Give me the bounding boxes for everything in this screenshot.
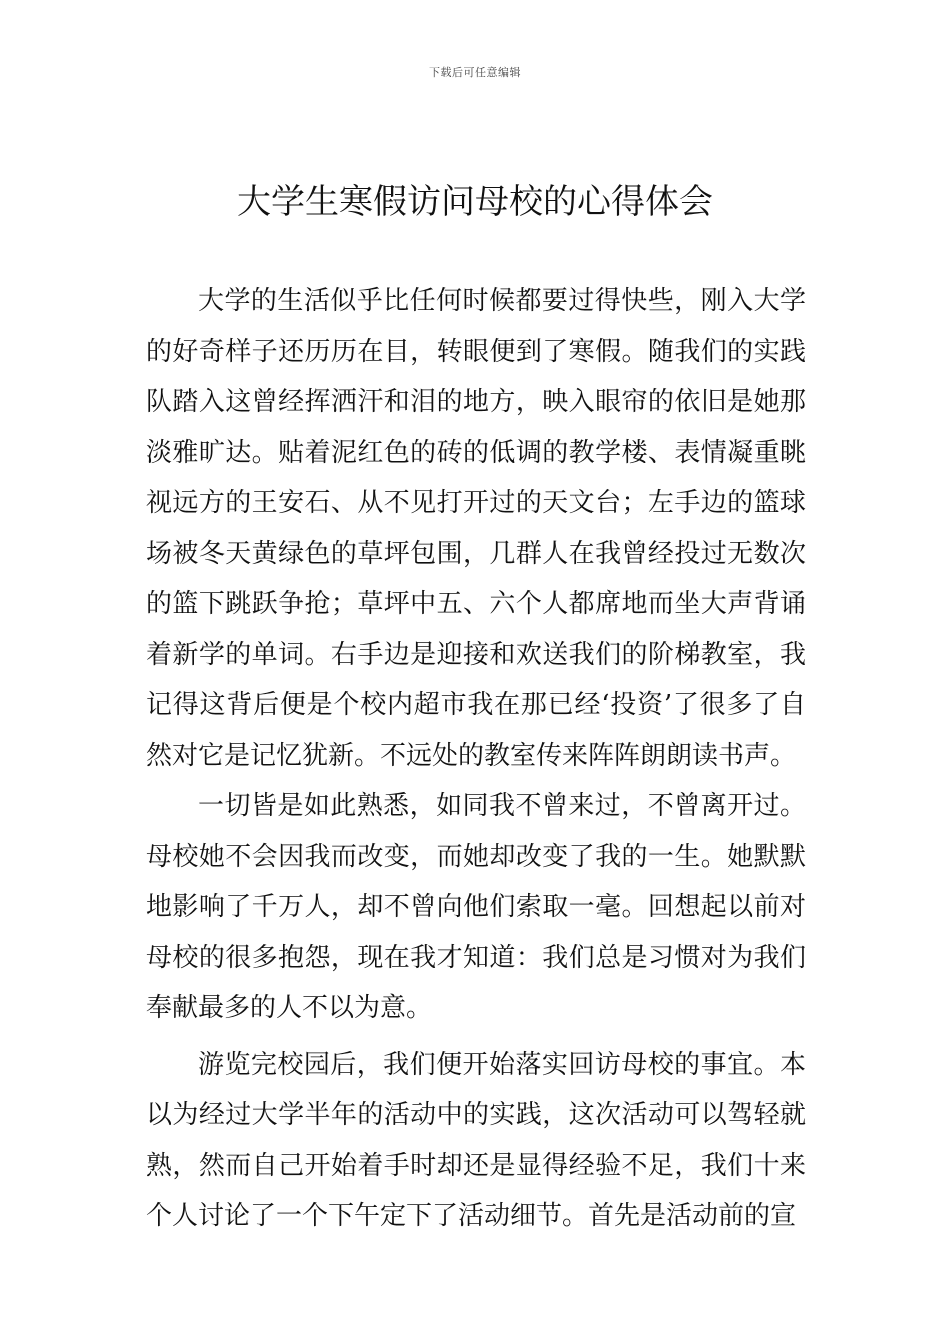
paragraph: 一切皆是如此熟悉，如同我不曾来过，不曾离开过。母校她不会因我而改变，而她却改变了我的一生。她默默地影响了千万人，却不曾向他们索取一毫。回想起以前对母校的很多抱怨，现在我才知道：我们总是习惯对为我们奉献最多的人不以为意。 [146,791,806,1023]
header-note: 下载后可任意编辑 [429,66,521,79]
document-body [146,276,806,1242]
paragraph: 游览完校园后，我们便开始落实回访母校的事宜。本以为经过大学半年的活动中的实践，这次活动可以驾轻就熟，然而自己开始着手时却还是显得经验不足，我们十来个人讨论了一个下午定下了活动细节。首先是活动前的宣 [146,1049,806,1231]
document-title: 大学生寒假访问母校的心得体会 [237,182,713,222]
paragraph: 大学的生活似乎比任何时候都要过得快些，刚入大学的好奇样子还历历在目，转眼便到了寒假。随我们的实践队踏入这曾经挥洒汗和泪的地方，映入眼帘的依旧是她那淡雅旷达。贴着泥红色的砖的低调的教学楼、表情凝重眺视远方的王安石、从不见打开过的天文台；左手边的篮球场被冬天黄绿色的草坪包围，几群人在我曾经投过无数次的篮下跳跃争抢；草坪中五、六个人都席地而坐大声背诵着新学的单词。右手边是迎接和欢送我们的阶梯教室，我记得这背后便是个校内超市我在那已经‘投资’了很多了自然对它是记忆犹新。不远处的教室传来阵阵朗朗读书声。 [146,286,806,771]
